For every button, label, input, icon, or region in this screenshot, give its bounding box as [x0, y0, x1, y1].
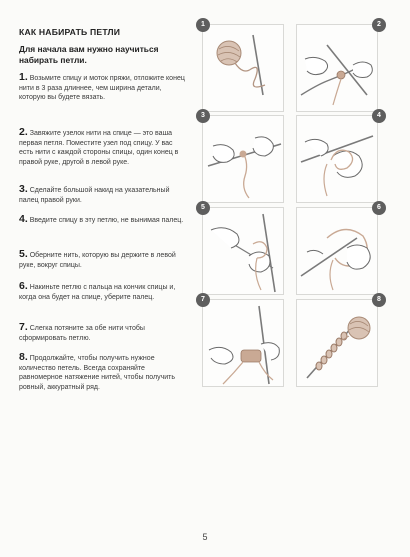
step-text: Завяжите узелок нити на спице — это ваша первая петля. Поместите узел под спицу. У вас есть нити с каждой стороны спицы, один конец в правой руке, другой в левой руке. [19, 130, 179, 166]
step-badge: 6 [372, 201, 386, 215]
step-3 [19, 185, 187, 205]
step-6 [19, 282, 187, 302]
step-text: Оберните нить, которую вы держите в левой руке, вокруг спицы. [19, 252, 176, 269]
step-badge: 7 [196, 293, 210, 307]
step-8 [19, 353, 187, 392]
illustration-panel-1 [201, 21, 284, 112]
step-text: Слегка потяните за обе нити чтобы сформировать петлю. [19, 325, 145, 342]
illustration-panel-3 [201, 112, 284, 203]
step-number: 1. [19, 71, 28, 83]
step-number: 4. [19, 213, 28, 225]
illustration-panel-6 [296, 204, 381, 295]
illustration-panel-2 [296, 21, 381, 112]
step-text: Сделайте большой накид на указательный палец правой руки. [19, 187, 170, 204]
tighten-stitch-icon [203, 300, 285, 388]
illustration-panel-7 [201, 296, 284, 387]
step-text: Возьмите спицу и моток пряжи, отложите конец нити в 3 раза длиннее, чем ширина детали, которую вы будете вязать. [19, 75, 185, 102]
step-badge: 3 [196, 109, 210, 123]
step-badge: 2 [372, 18, 386, 32]
step-badge: 1 [196, 18, 210, 32]
step-badge: 5 [196, 201, 210, 215]
step-number: 3. [19, 183, 28, 195]
step-badge: 4 [372, 109, 386, 123]
step-1 [19, 73, 187, 103]
step-4 [19, 215, 187, 226]
loop-on-needle-icon [203, 116, 285, 204]
illustration-panel-5 [201, 204, 284, 295]
step-7 [19, 323, 187, 343]
page-title: КАК НАБИРАТЬ ПЕТЛИ [19, 27, 121, 37]
step-text: Продолжайте, чтобы получить нужное количество петель. Всегда сохраняйте равномерное натяжение нитей, чтобы получить ровный, аккуратный ряд. [19, 355, 176, 391]
step-number: 6. [19, 280, 28, 292]
yarn-ball-needle-icon [203, 25, 285, 113]
cast-on-row-icon [297, 300, 379, 388]
step-text: Введите спицу в эту петлю, не вынимая палец. [29, 217, 184, 224]
wrap-yarn-icon [297, 208, 379, 296]
step-5 [19, 250, 187, 270]
step-number: 5. [19, 248, 28, 260]
step-number: 7. [19, 321, 28, 333]
step-badge: 8 [372, 293, 386, 307]
page-number: 5 [202, 532, 208, 542]
slip-knot-hands-icon [297, 25, 379, 113]
illustration-panel-4 [296, 112, 381, 203]
illustration-panel-8 [296, 296, 381, 387]
step-number: 2. [19, 126, 28, 138]
step-number: 8. [19, 351, 28, 363]
intro-text: Для начала вам нужно научиться набирать петли. [19, 44, 159, 65]
step-text: Накиньте петлю с пальца на кончик спицы и, когда она будет на спице, уберите палец. [19, 284, 176, 301]
needle-into-loop-icon [203, 208, 285, 296]
step-2 [19, 128, 187, 167]
finger-loop-icon [297, 116, 379, 204]
